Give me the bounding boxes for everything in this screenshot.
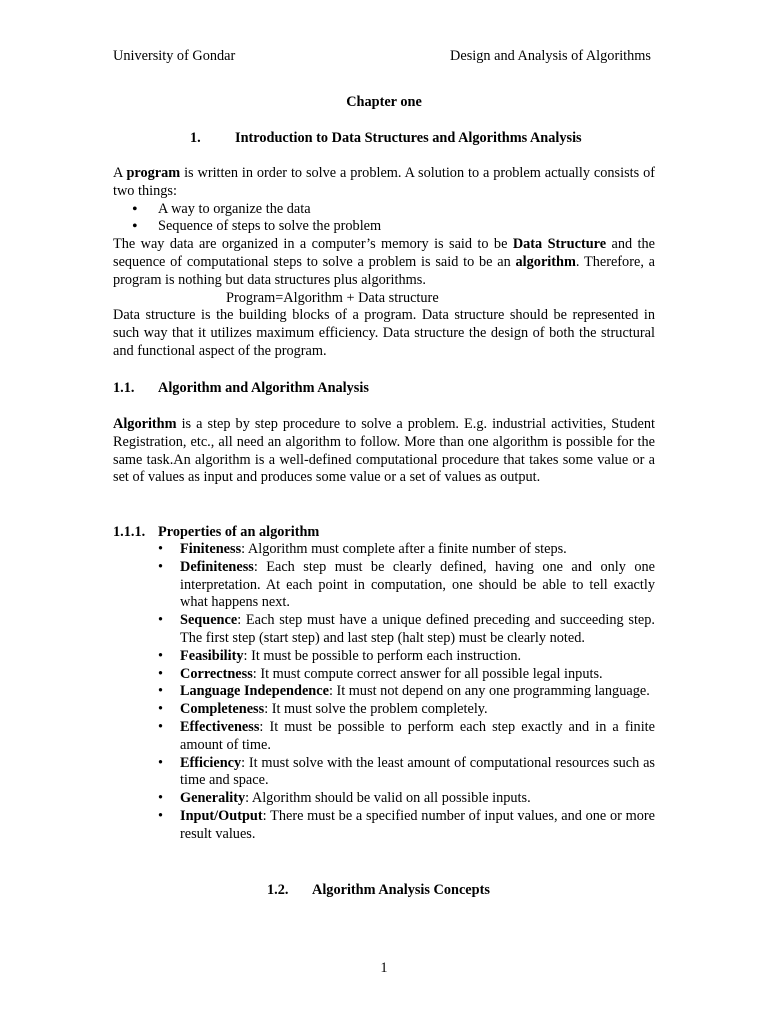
section-number: 1.1.1.	[113, 524, 146, 540]
property-description: : It must be possible to perform each step exactly and in a finite amount of time.	[180, 718, 655, 753]
property-description: : Algorithm should be valid on all possible inputs.	[245, 790, 531, 807]
property-term: Finiteness	[180, 541, 242, 557]
property-item	[158, 648, 655, 666]
section-title: Introduction to Data Structures and Algorithms Analysis	[235, 130, 582, 146]
section-title: Algorithm and Algorithm Analysis	[158, 380, 369, 396]
property-term: Correctness	[180, 665, 253, 682]
text-run: and the sequence of computational steps to solve a problem is said to be an	[113, 236, 655, 270]
section-1-heading	[190, 129, 582, 147]
property-description: : It must be possible to perform each instruction.	[243, 647, 522, 664]
property-term: Feasibility	[180, 647, 244, 664]
header-course-title: Design and Analysis of Algorithms	[450, 48, 651, 64]
section-number: 1.	[190, 130, 201, 146]
bullet-icon: •	[158, 754, 164, 771]
keyword-algorithm: Algorithm	[113, 416, 177, 432]
property-item	[158, 666, 655, 684]
list-item	[113, 201, 655, 219]
property-term: Effectiveness	[180, 718, 260, 735]
intro-paragraph-3: Data structure is the building blocks of a program. Data structure should be represented in such way that it utilizes maximum efficiency. Data structure the design of both the structural and functional aspect of the program.	[113, 307, 655, 359]
page-number: 1	[380, 960, 388, 976]
algorithm-paragraph	[113, 416, 655, 487]
bullet-icon: •	[158, 647, 164, 664]
formula-line: Program=Algorithm + Data structure	[226, 289, 439, 306]
property-description: : It must solve the problem completely.	[264, 701, 488, 718]
section-number: 1.2.	[267, 882, 289, 898]
list-item	[113, 218, 655, 236]
keyword-algorithm: algorithm	[515, 253, 576, 270]
bullet-icon: •	[158, 790, 164, 807]
intro-paragraph-1	[113, 165, 655, 201]
property-item	[158, 701, 655, 719]
intro-bullet-list	[113, 201, 655, 237]
intro-block	[113, 165, 655, 361]
algorithm-definition	[113, 416, 655, 487]
property-item	[158, 790, 655, 808]
section-number: 1.1.	[113, 380, 135, 396]
property-term: Sequence	[180, 612, 238, 629]
bullet-icon: •	[158, 612, 164, 629]
keyword-program: program	[126, 165, 181, 181]
property-item	[158, 612, 655, 648]
property-term: Language Independence	[180, 683, 329, 700]
keyword-data-structure: Data Structure	[512, 236, 607, 253]
section-title: Algorithm Analysis Concepts	[312, 882, 490, 898]
section-1-1-heading	[113, 379, 369, 397]
text-run: The way data are organized in a computer’s memory is said to be	[113, 236, 513, 253]
property-description: : Each step must have a unique defined preceding and succeeding step. The first step (start step) and last step (halt step) must be clearly noted.	[180, 612, 655, 646]
property-item	[158, 719, 655, 755]
intro-paragraph-2	[113, 236, 655, 289]
section-1-1-1-heading	[113, 523, 319, 541]
text-run: is a step by step procedure to solve a problem. E.g. industrial activities, Student Registration, etc., all need an algorithm to follow. More than one algorithm is possible for the same task.An algorithm is a well-defined computational procedure that takes some value or a set of values as input and produces some value or a set of values as output.	[113, 416, 655, 486]
property-description: : There must be a specified number of input values, and one or more result values.	[180, 807, 655, 842]
property-description: : It must not depend on any one programming language.	[328, 683, 650, 700]
property-item	[158, 559, 655, 612]
bullet-icon: •	[158, 541, 164, 557]
property-term: Efficiency	[180, 754, 242, 771]
property-term: Generality	[180, 790, 246, 807]
property-item	[158, 683, 655, 701]
bullet-icon: •	[158, 718, 164, 735]
section-1-2-heading	[267, 881, 490, 899]
property-item	[158, 808, 655, 844]
property-item	[158, 755, 655, 791]
property-term: Completeness	[180, 701, 265, 718]
property-term: Definiteness	[180, 558, 254, 575]
list-item-text: Sequence of steps to solve the problem	[158, 218, 382, 235]
list-item-text: A way to organize the data	[158, 200, 311, 217]
bullet-icon: •	[132, 200, 138, 218]
section-title: Properties of an algorithm	[158, 524, 320, 540]
bullet-icon: •	[132, 218, 138, 236]
bullet-icon: •	[158, 807, 164, 824]
text-run: . Therefore, a program is nothing but data structures plus algorithms.	[113, 253, 655, 288]
property-description: : It must solve with the least amount of computational resources such as time and space.	[180, 754, 655, 789]
text-run: is written in order to solve a problem. A solution to a problem actually consists of two things:	[113, 165, 655, 199]
bullet-icon: •	[158, 665, 164, 682]
property-description: : Algorithm must complete after a finite number of steps.	[241, 541, 567, 557]
property-description: : Each step must be clearly defined, having one and only one interpretation. At each point in computation, one should be able to tell exactly what happens next.	[180, 558, 655, 611]
properties-list	[158, 541, 655, 844]
property-description: : It must compute correct answer for all possible legal inputs.	[252, 665, 603, 682]
properties-list-container	[158, 541, 655, 844]
bullet-icon: •	[158, 558, 164, 575]
bullet-icon: •	[158, 701, 164, 718]
header-institution: University of Gondar	[113, 48, 236, 64]
text-run: A	[113, 165, 127, 181]
property-item	[158, 541, 655, 559]
property-term: Input/Output	[180, 807, 263, 824]
chapter-title: Chapter one	[346, 94, 422, 110]
bullet-icon: •	[158, 683, 164, 700]
